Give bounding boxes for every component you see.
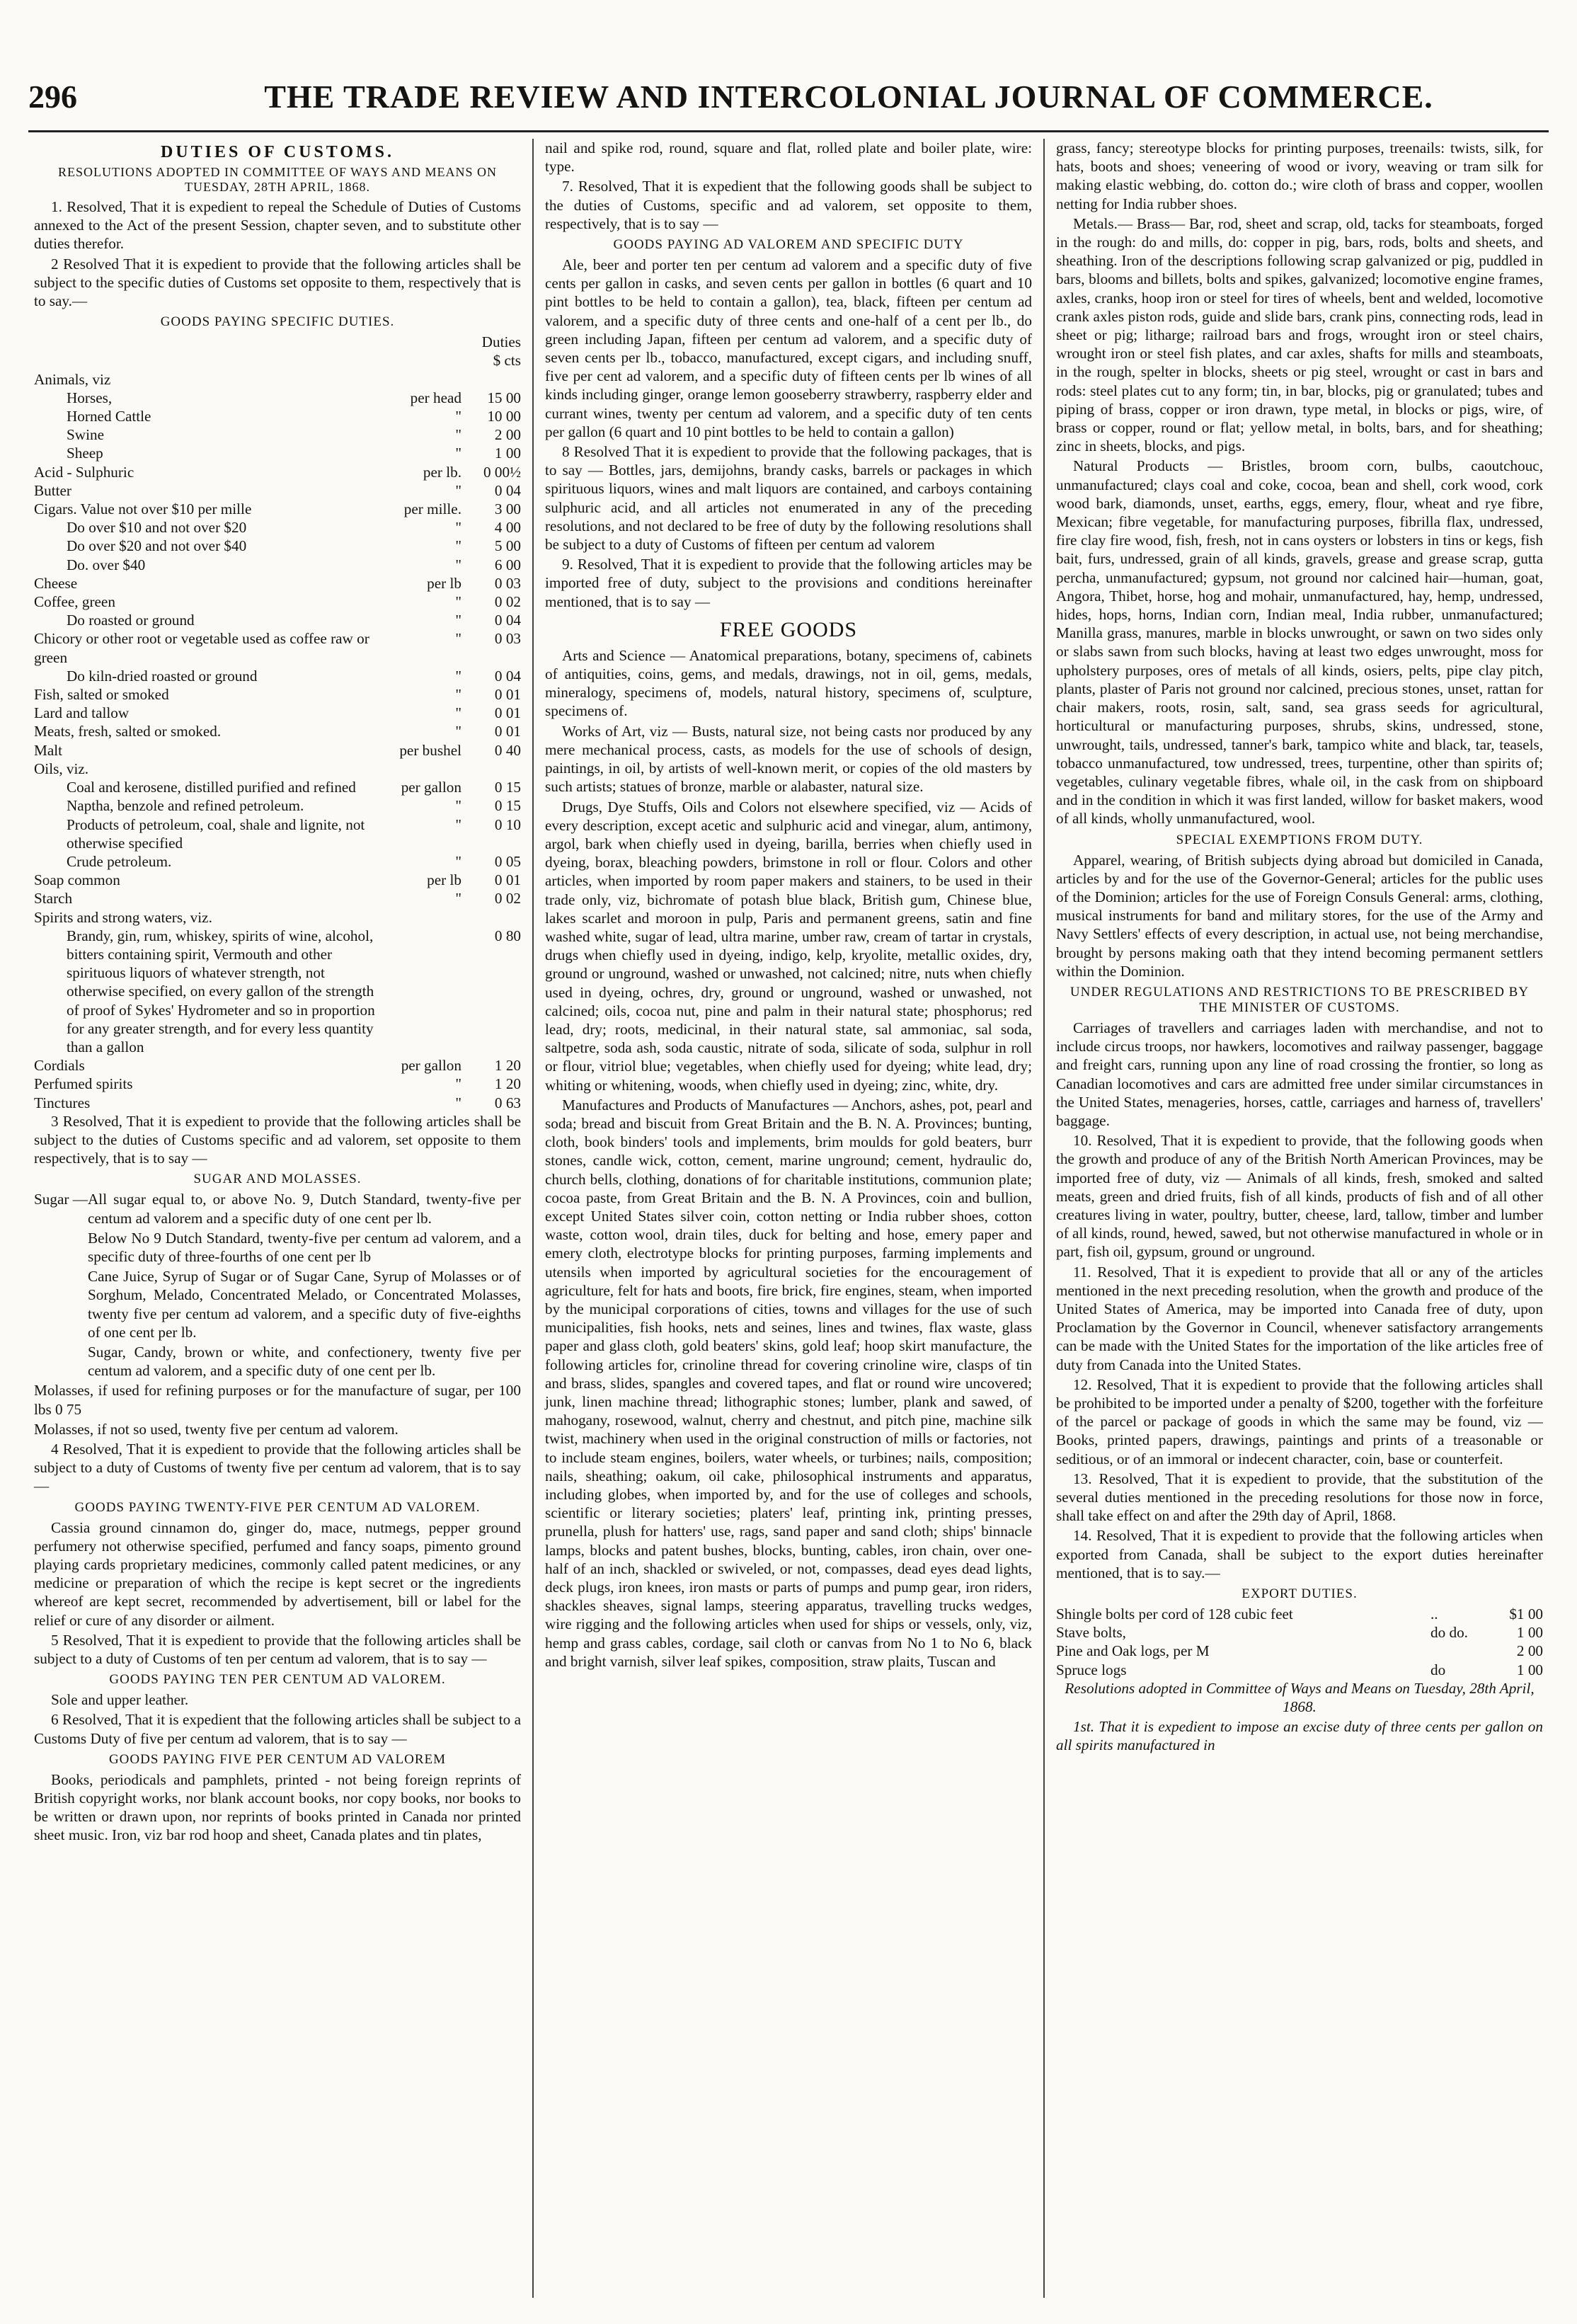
duty-item: Butter [34,481,71,499]
regulations-heading: UNDER REGULATIONS AND RESTRICTIONS TO BE PRESCRIBED BY THE MINISTER OF CUSTOMS. [1070,984,1530,1015]
duty-rate: 0 05 [494,852,521,870]
resolution-1: 1. Resolved, That it is expedient to repeal the Schedule of Duties of Customs annexed to the Act of the present Session, chapter seven, and to substitute other duties therefor. [34,198,521,253]
duty-item: Malt [34,741,63,759]
duty-rate: 2 00 [494,426,521,444]
duty-row [34,667,521,685]
duty-rate: 5 00 [494,537,521,555]
duty-unit: " [455,630,461,648]
duty-item: Sheep [67,445,103,462]
resolution-2: 2 Resolved That it is expedient to provide that the following articles shall be subject to the specific duties of Customs set opposite to them, respectively that is to say.— [34,255,521,310]
duty-item: Do roasted or ground [67,612,195,629]
duty-item: Lard and tallow [34,704,130,722]
export-row [1056,1605,1543,1623]
duty-rate: 1 00 [494,445,521,462]
duty-unit: " [455,537,461,555]
duty-unit [377,370,469,389]
duty-row [34,389,521,407]
duty-rate: 1 20 [494,1057,521,1075]
specific-duties-heading: GOODS PAYING SPECIFIC DUTIES. [160,314,395,330]
duty-row [34,796,521,815]
duty-item: Acid - Sulphuric [34,463,134,481]
duty-row [34,370,521,389]
duty-item: Coal and kerosene, distilled purified and refined [67,779,356,796]
duty-unit [377,908,469,927]
page-number: 296 [28,79,77,115]
duty-rate: 3 00 [494,500,521,518]
duty-rate: 0 40 [494,741,521,759]
duty-item: Coffee, green [34,593,115,611]
molasses-other: Molasses, if not so used, twenty five per centum ad valorem. [34,1420,398,1438]
duty-item: Do. over $40 [67,556,146,573]
duty-item: Meats, fresh, salted or smoked. [34,723,222,740]
metals-paragraph: Metals.— Brass— Bar, rod, sheet and scrap, old, tacks for steamboats, forged in the rough: do and mills, do: copper in pig, bars, rods, bolts and sheets, and sheathing. Iron of the descriptions following scrap galvanized or pig, puddled in bars, blooms and billets, bolts and spikes, galvanized; locomotive engine frames, axles, cranks, hoop iron or steel for tires of wheels, bent and welded, locomotive crank axles piston rods, guide and slide bars, crank pins, connecting rods, lead in sheet or pig; litharge; railroad bars and frogs, wrought iron or steel chairs, wrought iron or steel fish plates, and car axles, shafts for mills and steamboats, in the rough, spelter in blocks, sheets or pig steel, wrought or cast in bars and rods: steel plates cut to any form; tin, in bar, blocks, pig or granulated; tubes and piping of brass, copper or iron drawn, type metal, in blocks or pigs, wire, of brass or copper, round or flat; yellow metal, in bolts, bars, and for sheathing; zinc in sheets, blocks, and pigs. [1056,214,1543,455]
duty-rate [469,908,521,927]
export-duties-heading: EXPORT DUTIES. [1241,1586,1358,1602]
duty-item: Brandy, gin, rum, whiskey, spirits of wine, alcohol, bitters containing spirit, Vermouth and other spirituous liquors of whatever strength, not otherwise specified, on every gallon of the strength of proof of Sykes' Hydrometer and so in proportion for any greater strength, and for every less quantity than a gallon [67,927,375,1055]
duty-unit: " [455,612,461,629]
duty-row [34,611,521,629]
duty-unit: per lb. [423,463,461,481]
duty-unit: " [455,445,461,462]
export-rate: 1 00 [1516,1624,1543,1642]
duty-row [34,704,521,722]
duty-rate: 0 01 [494,686,521,704]
journal-title: THE TRADE REVIEW AND INTERCOLONIAL JOURNAL OF COMMERCE. [264,79,1433,115]
resolution-10: 10. Resolved, That it is expedient to provide, that the following goods when the growth and produce of any of the British North American Provinces, may be imported free of duty, viz — Animals of all kinds, fresh, smoked and salted meats, green and dried fruits, fish of all kinds, products of fish and of all other creatures living in water, poultry, butter, cheese, lard, tallow, timber and lumber of all kinds, round, hewed, sawed, but not otherwise manufactured in whole or in part, fish oil, gypsum, ground or unground. [1056,1132,1543,1261]
duty-rate: 10 00 [487,408,521,425]
sugar-item: Below No 9 Dutch Standard, twenty-five per centum ad valorem, and a specific duty of three-fourths of one cent per lb [88,1229,521,1265]
resolution-5: 5 Resolved, That it is expedient to provide that the following articles shall be subject to a duty of Customs of ten per centum ad valorem, that is to say — [34,1631,521,1668]
duty-item: Swine [67,426,104,444]
duty-item: Cheese [34,574,78,592]
duty-unit: " [455,1075,461,1093]
duty-row [34,871,521,889]
duty-item: Cigars. Value not over $10 per mille [34,500,252,518]
duty-unit: per gallon [401,1057,461,1075]
sugar-heading: SUGAR AND MOLASSES. [193,1172,362,1187]
duty-row [34,1056,521,1075]
duty-rate: 0 04 [494,667,521,685]
export-row [1056,1623,1543,1642]
export-item: Stave bolts, [1056,1624,1126,1642]
duty-row [34,629,521,666]
duty-unit: per lb [427,574,461,592]
duty-unit: " [455,1094,461,1111]
duty-item: Spirits and strong waters, viz. [34,908,212,926]
continued-text: nail and spike rod, round, square and flat, rolled plate and boiler plate, wire: type. [545,139,1032,176]
duties-currency-label: $ cts [493,352,521,370]
duty-rate: 0 15 [494,797,521,815]
duty-unit: " [455,852,461,870]
sugar-item: All sugar equal to, or above No. 9, Dutch Standard, twenty-five per centum ad valorem and a specific duty of one cent per lb. [88,1191,521,1227]
resolution-6: 6 Resolved, That it is expedient that the following articles shall be subject to a Customs Duty of five per centum ad valorem, that is to say — [34,1711,521,1747]
export-rate: 1 00 [1516,1661,1543,1678]
duty-row [34,444,521,462]
duty-row [34,741,521,760]
export-row [1056,1661,1543,1679]
duty-row [34,500,521,518]
duty-rate: 0 01 [494,704,521,722]
duty-unit: " [455,667,461,685]
duty-unit: per gallon [401,779,461,796]
resolution-3: 3 Resolved, That it is expedient to provide that the following articles shall be subject to the duties of Customs specific and ad valorem, set opposite to them respectively, that is to say — [34,1112,521,1167]
export-item: Shingle bolts per cord of 128 cubic feet [1056,1605,1293,1623]
duty-item: Fish, salted or smoked [34,686,169,704]
duty-item: Oils, viz. [34,760,89,777]
footer-resolution: Resolutions adopted in Committee of Ways and Means on Tuesday, 28th April, 1868. [1065,1679,1535,1716]
resolution-7: 7. Resolved, That it is expedient that the following goods shall be subject to the duties of Customs, specific and ad valorem, set opposite to them, respectively, that is to say — [545,178,1032,232]
duty-row [34,463,521,481]
section-heading: DUTIES OF CUSTOMS. [160,143,395,161]
duty-item: Crude petroleum. [67,852,172,870]
duty-unit: " [455,704,461,722]
resolution-13: 13. Resolved, That it is expedient to provide, that the substitution of the several duties mentioned in the preceding resolutions for those now in force, shall take effect on and after the 29th day of April, 1868. [1056,1470,1543,1525]
duty-row [34,556,521,574]
duty-rate: 6 00 [494,556,521,573]
duty-row [34,518,521,537]
duty-item: Animals, viz [34,370,111,388]
free-goods-item: Works of Art, viz — Busts, natural size, not being casts nor produced by any mere mechanical process, casts, as models for the use of schools of design, paintings, in oil, by artists of well-known merit, or copies of the old masters by such artists; statues of bronze, marble or alabaster, natural size. [545,722,1032,796]
five-percent-heading: GOODS PAYING FIVE PER CENTUM AD VALOREM [108,1751,447,1767]
sugar-items [88,1190,521,1381]
duty-row [34,407,521,425]
duty-unit [377,927,469,1056]
duty-rate: 0 04 [494,612,521,629]
specific-duties-table [34,333,521,1112]
duty-rate: 0 10 [494,815,521,833]
duty-item: Cordials [34,1057,85,1075]
duty-rate: 4 00 [494,519,521,537]
free-goods-item: Drugs, Dye Stuffs, Oils and Colors not elsewhere specified, viz — Acids of every description, except acetic and sulphuric acid and vinegar, alum, antimony, argol, bark when chiefly used in dyeing, barilla, berries when chiefly used in dyeing, borax, bleaching powders, brimstone in roll or flour. Colors and other articles, when imported by room paper makers and stainers, to be used in their trade only, viz, bichromate of potash blue black, British gum, Chinese blue, lakes scarlet and moroon in pulp, Paris and permanent greens, satin and fine washed white, sugar of lead, ultra marine, umber raw, cream of tartar in crystals, drugs when chiefly used in dyeing, indigo, kelp, kryolite, metallic oxides, dry, ground or unground, washed or unwashed, not calcined; nitre, nuts when chiefly used in dyeing, ochres, dry, ground or unground, washed or unwashed, not calcined; oils, cocoa nut, pine and palm in their natural state; phosphorus; red lead, dry; roots, medicinal, in their natural state, sal ammoniac, sal soda, saltpetre, soda ash, soda caustic, nitrate of soda, silicate of soda, sulphur in roll or flour, vitriol blue; vegetables, when chiefly used for dyeing; white lead, dry; whiting or whitening, woods, when chiefly used in dyeing; zinc, white, dry. [545,798,1032,1094]
duty-unit: " [455,426,461,444]
duty-item: Tinctures [34,1094,91,1111]
twentyfive-percent-goods: Cassia ground cinnamon do, ginger do, mace, nutmegs, pepper ground perfumery not otherwise specified, perfumed and fancy soaps, pimento ground playing cards proprietary medicines, commonly called patent medicines, or any medicine or preparation of which the recipe is kept secret or the ingredients whereof are kept secret, recommended by advertisement, bill or label for the relief or cure of any disorder or ailment. [34,1518,521,1629]
duty-row [34,1094,521,1112]
columns [28,139,1549,2298]
duty-unit: " [455,797,461,815]
combined-duty-heading: GOODS PAYING AD VALOREM AND SPECIFIC DUTY [613,237,964,253]
duty-item: Do over $20 and not over $40 [67,537,247,555]
free-goods-item: Arts and Science — Anatomical preparations, botany, specimens of, cabinets of antiquities, coins, gems, and medals, drawings, not in oil, gems, medals, mineralogy, specimens of, models, natural history, specimens of, sculpture, specimens of. [545,646,1032,720]
duty-row [34,425,521,444]
export-item: Spruce logs [1056,1661,1127,1678]
five-percent-goods: Books, periodicals and pamphlets, printed - not being foreign reprints of British copyright works, nor blank account books, nor copy books, nor books to be written or drawn upon, nor reprints of books printed in Canada nor printed sheet music. Iron, viz bar rod hoop and sheet, Canada plates and tin plates, [34,1770,521,1844]
resolution-11: 11. Resolved, That it is expedient to provide that all or any of the articles mentioned in the next preceding resolution, when the growth and produce of the United States of America, may be imported into Canada free of duty, upon Proclamation by the Governor in Council, whenever satisfactory arrangements can be made with the United States for the importation of the like articles free of duty from Canada into the United States. [1056,1263,1543,1373]
header-rule [28,130,1549,132]
duty-item: Products of petroleum, coal, shale and lignite, not otherwise specified [67,815,365,852]
duty-item: Naptha, benzole and refined petroleum. [67,797,304,815]
export-duties-table [1056,1605,1543,1679]
duty-item: Do kiln-dried roasted or ground [67,667,258,685]
page-header [28,78,1549,127]
sugar-item: Cane Juice, Syrup of Sugar or of Sugar Cane, Syrup of Molasses or of Sorghum, Melado, Concentrated Melado, or Concentrated Molasses, twenty five per centum ad valorem, and a specific duty of five-eighths of one cent per lb. [88,1268,521,1341]
duty-rate: 0 04 [494,481,521,499]
duty-row [34,927,521,1056]
resolution-9: 9. Resolved, That it is expedient to provide that the following articles may be imported free of duty, subject to the provisions and conditions hereinafter mentioned, that is to say — [545,556,1032,610]
duty-unit: " [455,593,461,611]
footer-text: 1st. That it is expedient to impose an excise duty of three cents per gallon on all spirits manufactured in [1056,1718,1543,1754]
duty-rate [469,370,521,389]
duty-unit: per lb [427,871,461,889]
export-unit: do do. [1430,1624,1468,1642]
duty-unit: " [455,519,461,537]
continued-text: grass, fancy; stereotype blocks for printing purposes, treenails: twists, silk, for hats, boots and shoes; veneering of wood or ivory, weaving or tram silk for making elastic webbing, do. cotton do.; wire cloth of brass and copper, woollen netting for India rubber shoes. [1056,139,1543,212]
duty-rate: 0 00½ [483,463,521,481]
section-subheading: RESOLUTIONS ADOPTED IN COMMITTEE OF WAYS AND MEANS ON TUESDAY, 28TH APRIL, 1868. [57,165,498,194]
duty-row [34,537,521,555]
duty-unit [377,760,469,778]
duty-unit: per bushel [399,741,461,759]
duty-row [34,574,521,593]
duty-rate: 1 20 [494,1075,521,1093]
duty-unit: " [455,723,461,740]
combined-duty-goods: Ale, beer and porter ten per centum ad valorem and a specific duty of five cents per gallon in casks, and seven cents per gallon in bottles (6 quart and 10 pint bottles to be held to contain a gallon), tea, black, fifteen per centum ad valorem, and a specific duty of three cents and one-half of a cent per lb., do green including Japan, fifteen per centum ad valorem, and a specific duty of seven cents per lb., tobacco, manufactured, except cigars, and including snuff, five per cent ad valorem, and a specific duty of fifteen cents per lb wines of all kinds including ginger, orange lemon gooseberry strawberry, raspberry elder and currant wines, twenty per centum ad valorem, and a specific duty of ten cents per gallon (6 quart and 10 pint bottles to be held to contain a gallon) [545,256,1032,440]
resolution-4: 4 Resolved, That it is expedient to provide that the following articles shall be subject to a duty of Customs of twenty five per centum ad valorem, that is to say — [34,1441,521,1495]
natural-products-paragraph: Natural Products — Bristles, broom corn, bulbs, caoutchouc, unmanufactured; clays coal and coke, cocoa, bean and shell, cork wood, cork wood bark, diamonds, unset, earths, eggs, emery, flour, wheat and rye fibre, Mexican; fibre vegetable, for manufacturing purposes, fibrilla flax, undressed, fire clay fire wood, fish, fresh, not in cans oysters or lobsters in tins or kegs, fish bait, furs, undressed, grain of all kinds, gravels, grease and grease scrap, gutta percha, unmanufactured; gypsum, not ground nor calcined hair—human, goat, Angora, Thibet, horse, hog and mohair, unmanufactured, hay, hemp, undressed, hides, hops, horns, Indian corn, Indian meal, India rubber, unmanufactured; Manilla grass, manures, marble in blocks unwrought, or sawn on two sides only or slabs sawn from such blocks, having at least two edges unwrought, moss for upholstery purposes, ores of metals of all kinds, osiers, pelts, pipe clay pitch, plants, plaster of Paris not ground nor calcined, precious stones, unset, rattan for chair makers, roots, rosin, salt, sand, sea grass seeds for agricultural, horticultural or manufacturing purposes, shrubs, skins, undressed, stone, unwrought, tails, undressed, tanner's bark, tampico white and black, tar, teasels, tobacco unmanufactured, tow undressed, trees, turpentine, other than spirits of; vegetables, culinary vegetable fibres, whale oil, in the cask from on shipboard and in the condition in which it was first landed, willow for basket makers, wood of all kinds, wholly unmanufactured, wool. [1056,457,1543,828]
column-3 [1050,139,1549,2298]
special-exemptions-heading: SPECIAL EXEMPTIONS FROM DUTY. [1176,832,1423,847]
export-rate: 2 00 [1516,1642,1543,1660]
duty-item: Horned Cattle [67,408,151,425]
duty-unit: " [455,408,461,425]
duty-item: Do over $10 and not over $20 [67,519,247,537]
duty-row [34,760,521,778]
export-rate: $1 00 [1509,1605,1543,1623]
sugar-item: Sugar, Candy, brown or white, and confectionery, twenty five per centum ad valorem, and a specific duty of one cent per lb. [88,1343,521,1380]
duty-rate: 0 01 [494,723,521,740]
free-goods-list [545,646,1032,1671]
duty-rate [469,760,521,778]
duty-rate: 15 00 [487,389,521,406]
duty-unit: per mille. [403,500,461,518]
duty-row [34,889,521,908]
duties-column-label: Duties [481,333,521,351]
free-goods-item: Manufactures and Products of Manufactures — Anchors, ashes, pot, pearl and soda; bread and biscuit from Great Britain and the B. N. A. Provinces; bunting, cloth, book binders' tools and implements, brim moulds for gold beaters, burr stones, candle wick, cotton, cement, marine unground; cement, hydraulic do, church bells, clothing, donations of for charitable institutions, communion plate; cocoa paste, from Great Britain and the B. N. A Provinces, coin and bullion, except United States silver coin, cotton netting or India rubber shoes, cotton waste, cotton wool, drain tiles, duck for belting and hose, emery paper and emery cloth, electrotype blocks for printing purposes, farming implements and utensils when imported by agricultural societies for the encouragement of agriculture, felt for hats and boots, fire brick, fire engines, steam, when imported by the municipal corporations of cities, towns and villages for the use of such municipalities, fish hooks, nets and seines, lines and twines, flax waste, glass paper and glass cloth, gold beaters' skins, gold leaf; hoop skirt manufacture, the following articles for, crinoline thread for covering crinoline wire, clasps of tin and brass, slides, spangles and covered tapes, and flat or round wire uncovered; junk, linen machine thread; lithographic stones; lumber, plank and sawed, of mahogany, rosewood, walnut, cherry and chestnut, and pitch pine, machine silk twist, machinery when used in the original construction of mills or factories, not to include steam engines, boilers, water wheels, or turbines; nails, composition; nails, sheathing; oakum, oil cake, philosophical instruments and apparatus, including globes, when imported by, and for the use of colleges and schools, scientific or literary societies; platers' leaf, printing ink, printing presses, prunella, plush for hatters' use, rags, sand paper and sand cloth; ships' binnacle lamps, blocks and patent bushes, blocks, bunting, cables, iron chain, over one-half of an inch, shackled or swiveled, or not, compasses, dead eyes dead lights, deck plugs, iron knees, iron masts or parts of pumps and pump gear, iron riders, shackles sheaves, signal lamps, steering apparatus, travelling trucks wedges, wire rigging and the following articles when used for ships or vessels, only, viz, hemp and grass cables, cordage, sail cloth or canvas from No 1 to No 6, black and bright varnish, silver leaf spikes, composition, straw plaits, Tuscan and [545,1096,1032,1670]
duty-rate: 0 01 [494,871,521,889]
duty-rate: 0 02 [494,593,521,611]
column-rule [527,139,539,2298]
duty-row [34,778,521,796]
duty-row [34,815,521,852]
export-item: Pine and Oak logs, per M [1056,1642,1210,1660]
special-exemptions-text: Apparel, wearing, of British subjects dying abroad but domiciled in Canada, articles by and for the use of the Governor-General; articles for the public uses of the Dominion; articles for the use of Foreign Consuls General: arms, clothing, musical instruments for band and military stores, for the use of the Army and Navy Settlers' effects of every description, in actual use, not being merchandise, brought by persons making oath that they intend becoming permanent settlers within the Dominion. [1056,851,1543,980]
duty-row [34,852,521,871]
column-1 [28,139,527,2298]
duty-unit: " [455,481,461,499]
duty-row [34,481,521,500]
duty-rate: 0 63 [494,1094,521,1111]
duty-rate: 0 02 [494,890,521,908]
duty-row [34,593,521,611]
duty-row [34,908,521,927]
molasses-refining: Molasses, if used for refining purposes or for the manufacture of sugar, per 100 lbs 0 75 [34,1382,521,1418]
twentyfive-percent-heading: GOODS PAYING TWENTY-FIVE PER CENTUM AD VALOREM. [74,1499,481,1515]
ten-percent-heading: GOODS PAYING TEN PER CENTUM AD VALOREM. [109,1672,446,1688]
duty-row [34,1075,521,1093]
duty-unit: " [455,815,461,833]
duty-unit: " [455,890,461,908]
duty-rate: 0 03 [494,574,521,592]
duty-rate: 0 80 [494,927,521,944]
export-unit [1430,1642,1490,1660]
regulations-text: Carriages of travellers and carriages laden with merchandise, and not to include circus troops, nor hawkers, locomotives and railway passenger, baggage and freight cars, running upon any line of road crossing the frontier, so long as Canadian locomotives and cars are admitted free under similar circumstances in the United States, menageries, horses, cattle, carriages and harness of, travellers' baggage. [1056,1019,1543,1129]
duty-row [34,685,521,704]
sugar-label: Sugar — [34,1191,88,1208]
duty-item: Starch [34,890,73,908]
sugar-block [34,1190,521,1381]
duty-row [34,722,521,740]
duty-item: Soap common [34,871,120,889]
duty-unit: " [455,686,461,704]
column-2 [539,139,1038,2298]
export-unit: do [1430,1661,1446,1678]
duty-rate: 0 15 [494,779,521,796]
export-row [1056,1642,1543,1660]
duty-unit: per head [410,389,461,406]
free-goods-heading: FREE GOODS [719,617,858,641]
duty-item: Horses, [67,389,113,406]
column-rule [1038,139,1050,2298]
resolution-14: 14. Resolved, That it is expedient to provide that the following articles when exported from Canada, shall be subject to the export duties hereinafter mentioned, that is to say.— [1056,1527,1543,1581]
resolution-8: 8 Resolved That it is expedient to provide that the following packages, that is to say — Bottles, jars, demijohns, brandy casks, barrels or packages in which spirituous liquors, wines and malt liquors are contained, and carboys containing sulphuric acid, and all articles not enumerated in any of the preceding resolutions, and not declared to be free of duty by the following resolutions shall be subject to a duty of Customs of fifteen per centum ad valorem [545,443,1032,554]
duty-item: Perfumed spirits [34,1075,133,1093]
duty-item: Chicory or other root or vegetable used as coffee raw or green [34,630,369,666]
resolution-12: 12. Resolved, That it is expedient to provide that the following articles shall be prohibited to be imported under a penalty of $200, together with the forfeiture of the parcel or package of goods in which the same may be found, viz — Books, printed papers, drawings, paintings and prints of a treasonable or seditious, or of an immoral or indecent character, coin, base or counterfeit. [1056,1375,1543,1467]
duty-unit: " [455,556,461,573]
duty-rate: 0 03 [494,630,521,648]
ten-percent-goods: Sole and upper leather. [51,1691,189,1709]
export-unit: .. [1430,1605,1438,1623]
